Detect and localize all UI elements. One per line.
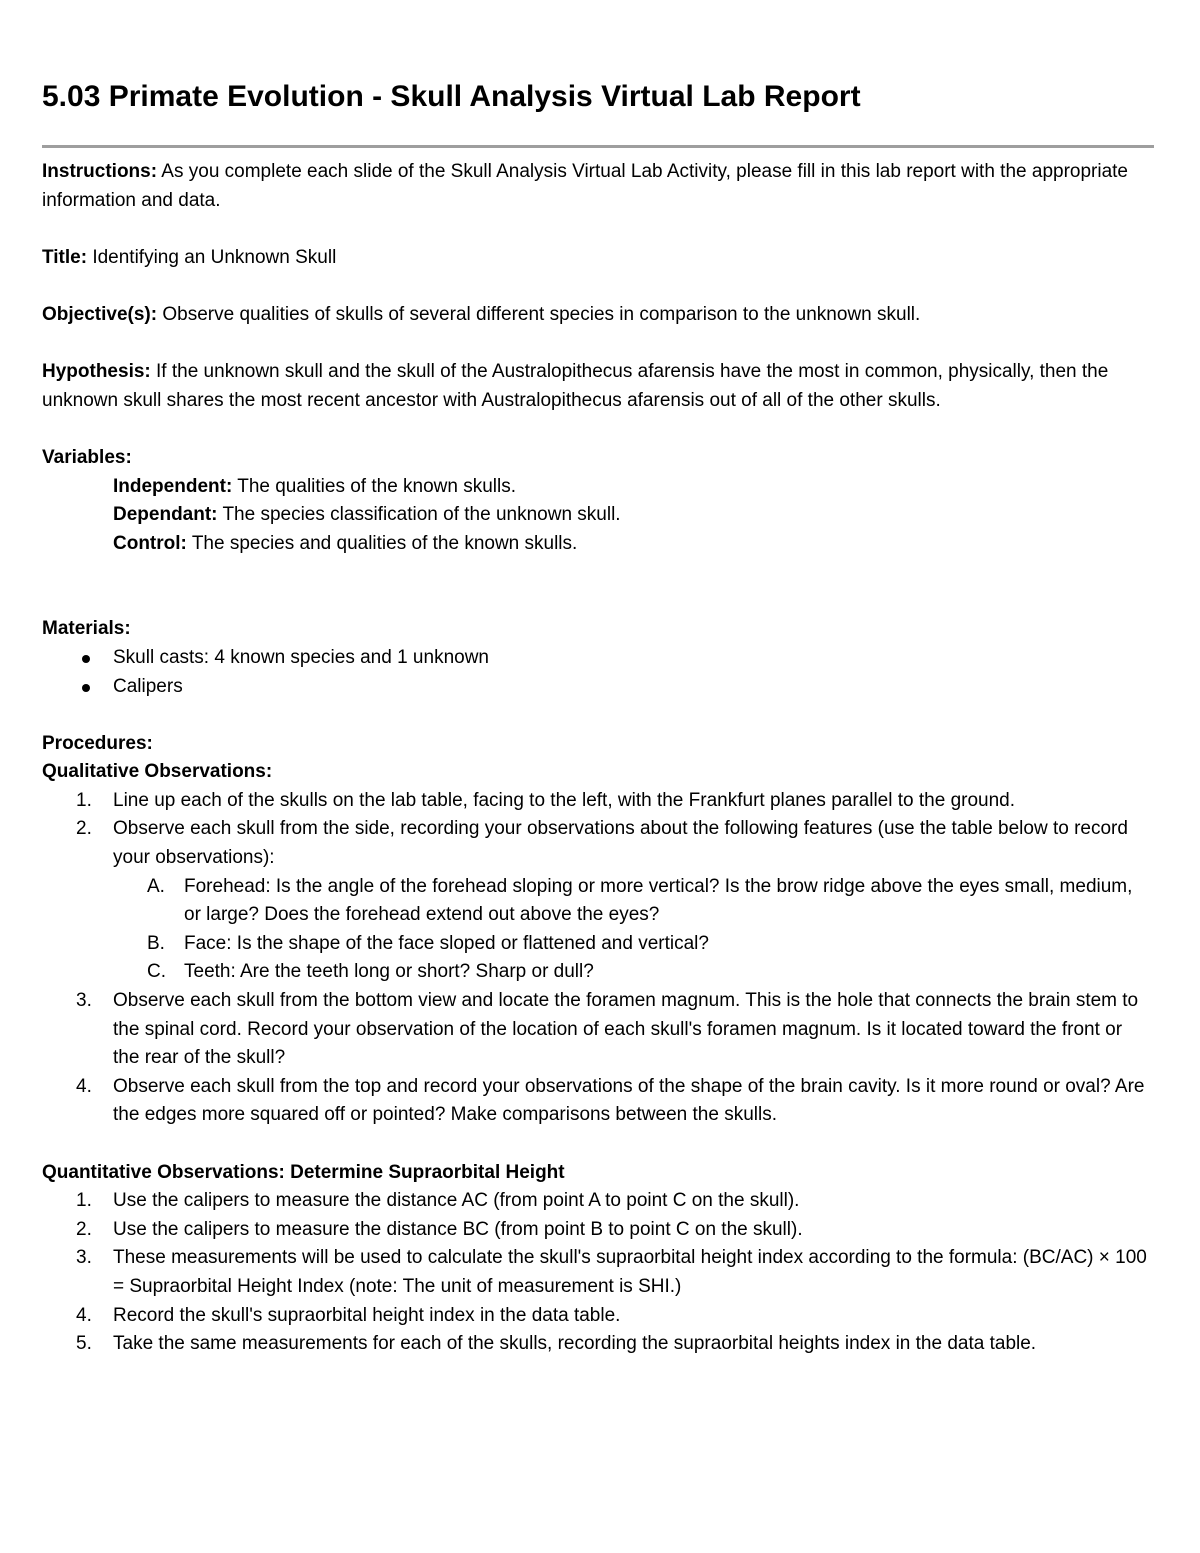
instructions-paragraph (42, 158, 1152, 215)
step-number: 4. (76, 1304, 92, 1326)
step-number: 5. (76, 1333, 92, 1355)
title-paragraph (42, 244, 1152, 273)
document-title: 5.03 Primate Evolution - Skull Analysis Virtual Lab Report (42, 80, 861, 113)
step-number: 2. (76, 1218, 92, 1240)
list-item (42, 1187, 1152, 1216)
step-text: Record the skull's supraorbital height index in the data table. (113, 1304, 621, 1326)
objective-text: Observe qualities of skulls of several different species in comparison to the unknown skull. (162, 303, 921, 325)
instructions-label: Instructions: (42, 161, 158, 182)
step-text: Observe each skull from the side, recording your observations about the following features (use the table below to record your observations): (113, 818, 1128, 869)
sub-step-letter: B. (147, 932, 165, 954)
step-number: 3. (76, 990, 92, 1012)
procedures-label: Procedures: (42, 732, 153, 754)
step-text: These measurements will be used to calculate the skull's supraorbital height index according to the formula: (BC/AC) × 100 = Supraorbital Height Index (note: The unit of measurement is SHI.) (113, 1247, 1147, 1297)
list-item (113, 873, 1152, 930)
report-body (42, 158, 1152, 1359)
variables-label: Variables: (42, 446, 132, 468)
variable-label: Dependant: (113, 504, 218, 526)
variable-independent (42, 473, 1152, 502)
variables-heading (42, 444, 1152, 473)
material-text: Calipers (113, 675, 183, 697)
variable-text: The qualities of the known skulls. (237, 475, 517, 497)
step-text: Use the calipers to measure the distance BC (from point B to point C on the skull). (113, 1218, 803, 1240)
qualitative-steps (42, 787, 1152, 1130)
title-label: Title: (42, 246, 88, 268)
step-text: Observe each skull from the bottom view and locate the foramen magnum. This is the hole that connects the brain stem to the spinal cord. Record your observation of the location of each skull's foramen magnum. Is it located toward the front or the rear of the skull? (113, 990, 1139, 1069)
title-divider (42, 145, 1154, 148)
variable-label: Control: (113, 532, 187, 554)
materials-label: Materials: (42, 618, 131, 640)
objective-paragraph (42, 301, 1152, 330)
step-number: 3. (76, 1247, 92, 1269)
sub-step-letter: A. (147, 875, 165, 897)
sub-step-text: Forehead: Is the angle of the forehead sloping or more vertical? Is the brow ridge above the eyes small, medium, or large? Does the forehead extend out above the eyes? (184, 875, 1133, 926)
title-text: Identifying an Unknown Skull (92, 246, 337, 268)
qualitative-heading (42, 758, 1152, 787)
variable-control (42, 530, 1152, 559)
quantitative-steps (42, 1187, 1152, 1359)
list-item (42, 1302, 1152, 1331)
step-text: Take the same measurements for each of the skulls, recording the supraorbital heights index in the data table. (113, 1333, 1037, 1355)
variable-text: The species classification of the unknown skull. (222, 504, 621, 526)
variable-text: The species and qualities of the known skulls. (191, 532, 578, 554)
variable-label: Independent: (113, 475, 233, 497)
step-number: 4. (76, 1075, 92, 1097)
feature-sublist (113, 873, 1152, 987)
step-number: 2. (76, 818, 92, 840)
step-text: Line up each of the skulls on the lab table, facing to the left, with the Frankfurt planes parallel to the ground. (113, 789, 1016, 811)
material-text: Skull casts: 4 known species and 1 unknown (113, 646, 489, 668)
variable-dependent (42, 501, 1152, 530)
materials-heading (42, 615, 1152, 644)
quantitative-heading (42, 1159, 1152, 1188)
step-number: 1. (76, 1190, 92, 1212)
objective-label: Objective(s): (42, 303, 158, 325)
sub-step-text: Face: Is the shape of the face sloped or flattened and vertical? (184, 932, 709, 954)
step-text: Use the calipers to measure the distance AC (from point A to point C on the skull). (113, 1190, 800, 1212)
list-item (113, 930, 1152, 959)
qualitative-label: Qualitative Observations: (42, 761, 273, 783)
step-number: 1. (76, 789, 92, 811)
hypothesis-text: If the unknown skull and the skull of the Australopithecus afarensis have the most in common, physically, then the unknown skull shares the most recent ancestor with Australopithecus afarensis out of all of the other skulls. (42, 361, 1109, 411)
list-item (42, 1330, 1152, 1359)
quantitative-label: Quantitative Observations: Determine Supraorbital Height (42, 1161, 565, 1183)
list-item (42, 1073, 1152, 1130)
sub-step-letter: C. (147, 961, 166, 983)
list-item (42, 787, 1152, 816)
hypothesis-label: Hypothesis: (42, 361, 151, 383)
list-item (42, 1216, 1152, 1245)
list-item (42, 815, 1152, 987)
sub-step-text: Teeth: Are the teeth long or short? Sharp or dull? (184, 961, 594, 983)
bullet-icon (82, 655, 90, 663)
procedures-heading (42, 730, 1152, 759)
list-item (42, 644, 1152, 673)
step-text: Observe each skull from the top and record your observations of the shape of the brain cavity. Is it more round or oval? Are the edges more squared off or pointed? Make comparisons between the skulls. (113, 1075, 1145, 1126)
materials-list (42, 644, 1152, 701)
list-item (113, 958, 1152, 987)
list-item (42, 1244, 1152, 1301)
hypothesis-paragraph (42, 358, 1152, 415)
instructions-text: As you complete each slide of the Skull Analysis Virtual Lab Activity, please fill in this lab report with the appropriate information and data. (42, 161, 1128, 211)
bullet-icon (82, 684, 90, 692)
list-item (42, 987, 1152, 1073)
list-item (42, 673, 1152, 702)
